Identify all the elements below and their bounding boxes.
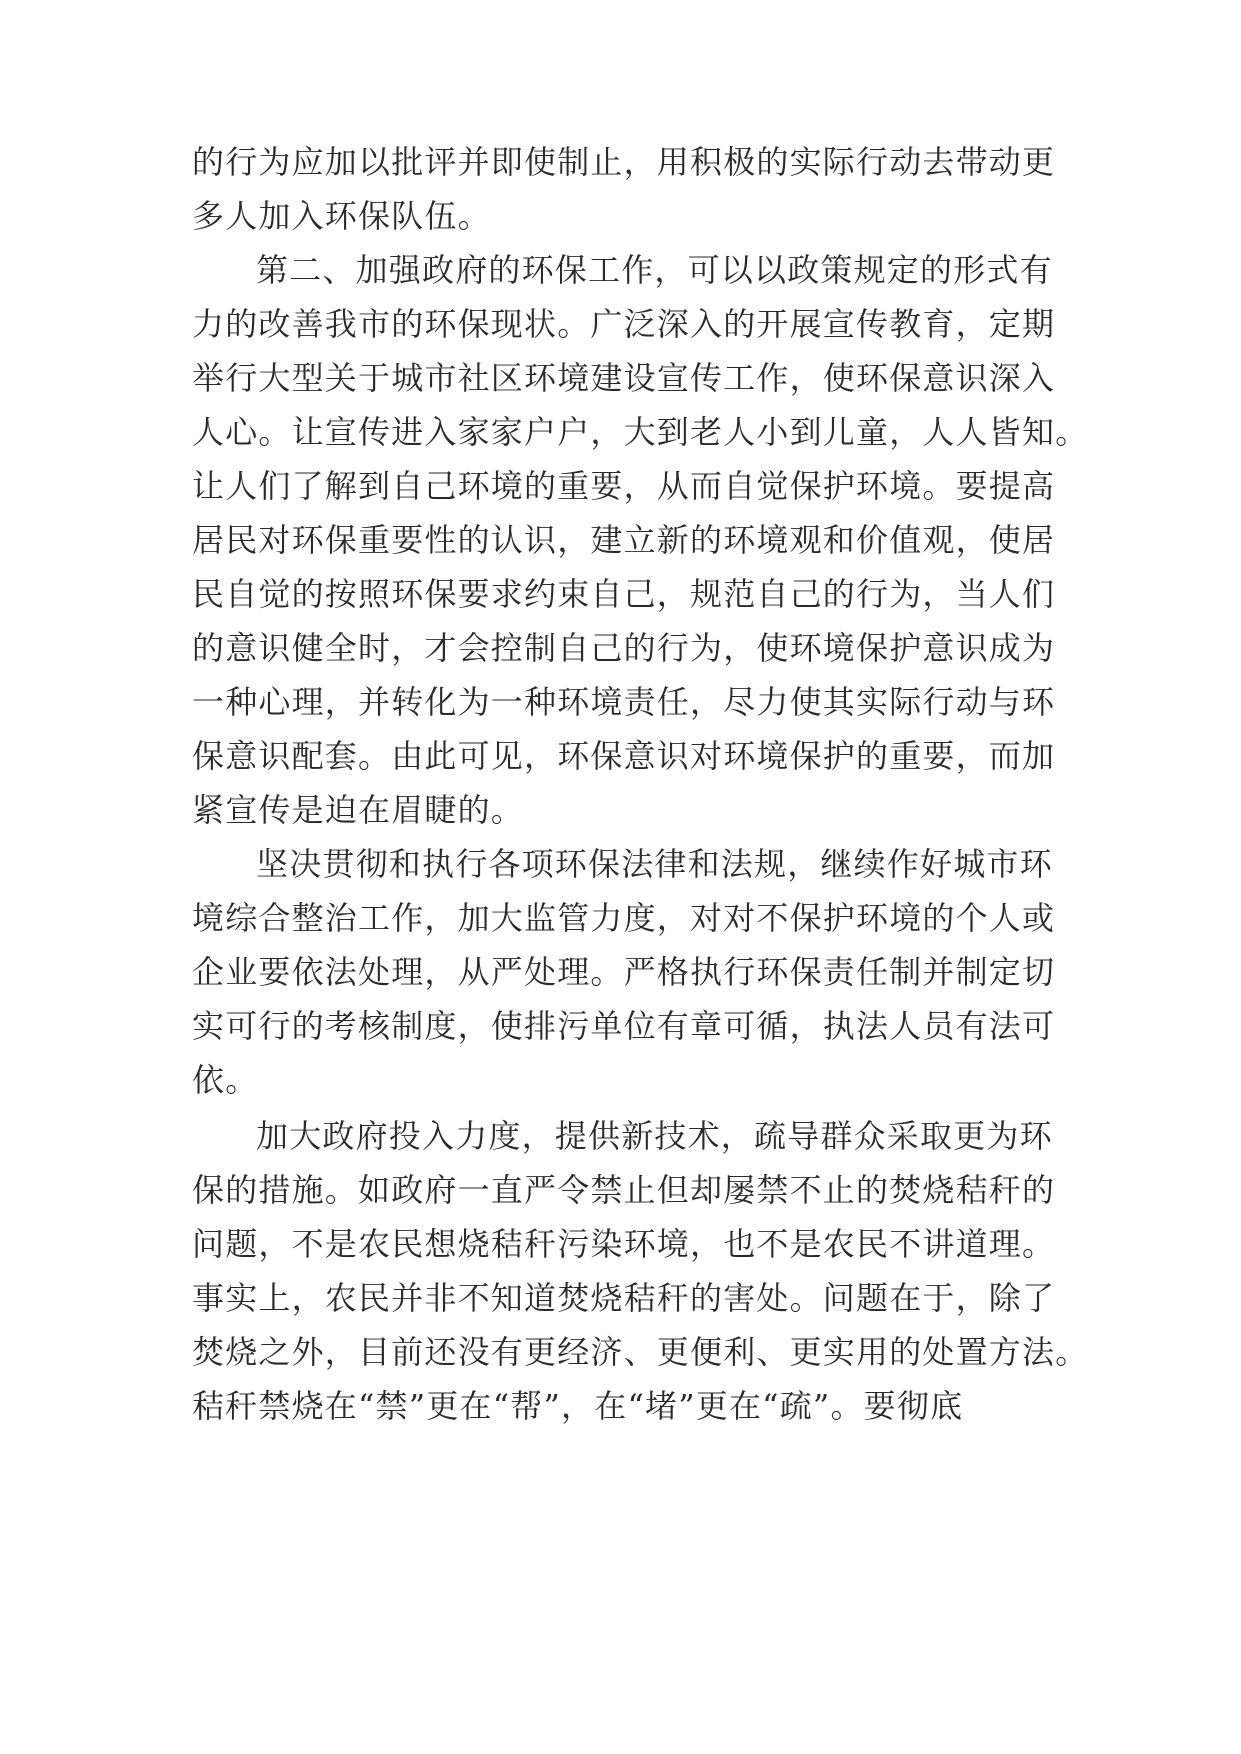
- text-line: 紧宣传是迫在眉睫的。: [192, 791, 525, 829]
- text-line: 保的措施。如政府一直严令禁止但却屡禁不止的焚烧秸秆的: [192, 1171, 1056, 1209]
- text-line: 第二、加强政府的环保工作，可以以政策规定的形式有: [256, 251, 1053, 289]
- text-line: 事实上，农民并非不知道焚烧秸秆的害处。问题在于，除了: [192, 1279, 1056, 1317]
- text-line: 秸秆禁烧在“禁”更在“帮”，在“堵”更在“疏”。要彻底: [192, 1387, 964, 1425]
- text-line: 加大政府投入力度，提供新技术，疏导群众采取更为环: [256, 1117, 1053, 1155]
- text-line: 举行大型关于城市社区环境建设宣传工作，使环保意识深入: [192, 359, 1056, 397]
- text-line: 企业要依法处理，从严处理。严格执行环保责任制并制定切: [192, 953, 1056, 991]
- text-line: 多人加入环保队伍。: [192, 197, 491, 235]
- text-line: 的行为应加以批评并即使制止，用积极的实际行动去带动更: [192, 143, 1056, 181]
- text-line: 居民对环保重要性的认识，建立新的环境观和价值观，使居: [192, 521, 1056, 559]
- text-line: 坚决贯彻和执行各项环保法律和法规，继续作好城市环: [256, 845, 1053, 883]
- text-line: 保意识配套。由此可见，环保意识对环境保护的重要，而加: [192, 737, 1056, 775]
- text-line: 民自觉的按照环保要求约束自己，规范自己的行为，当人们: [192, 575, 1056, 613]
- text-line: 让人们了解到自己环境的重要，从而自觉保护环境。要提高: [192, 467, 1056, 505]
- text-line: 问题，不是农民想烧秸秆污染环境，也不是农民不讲道理。: [192, 1225, 1056, 1263]
- text-line: 人心。让宣传进入家家户户，大到老人小到儿童，人人皆知。: [192, 413, 1089, 451]
- text-line: 境综合整治工作，加大监管力度，对对不保护环境的个人或: [192, 899, 1056, 937]
- text-line: 依。: [192, 1061, 259, 1099]
- text-line: 焚烧之外，目前还没有更经济、更便利、更实用的处置方法。: [192, 1333, 1089, 1371]
- text-line: 力的改善我市的环保现状。广泛深入的开展宣传教育，定期: [192, 305, 1056, 343]
- text-line: 的意识健全时，才会控制自己的行为，使环境保护意识成为: [192, 629, 1056, 667]
- text-line: 实可行的考核制度，使排污单位有章可循，执法人员有法可: [192, 1007, 1056, 1045]
- text-line: 一种心理，并转化为一种环境责任，尽力使其实际行动与环: [192, 683, 1056, 721]
